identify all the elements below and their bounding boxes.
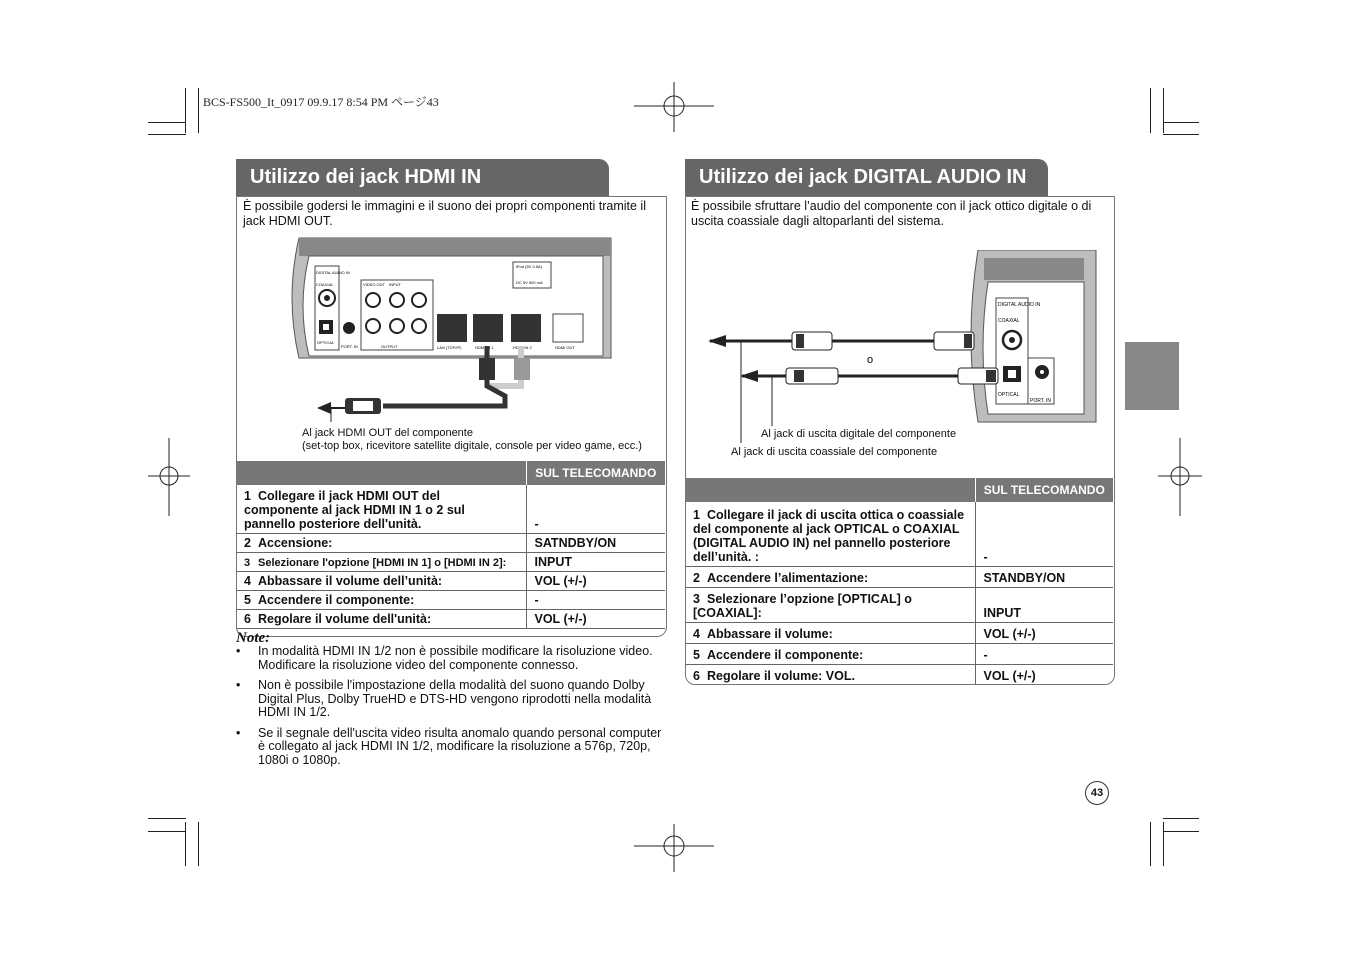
diagram-label: DIGITAL AUDIO IN (316, 270, 350, 275)
table-row: 5 Accendere il componente: - (685, 644, 1113, 665)
diagram-label: COAXIAL (316, 282, 334, 287)
left-section-title: Utilizzo dei jack HDMI IN (236, 159, 609, 196)
diagram-label: DC 5V 500 mA (516, 280, 543, 285)
hdmi-rear-panel-diagram (283, 236, 615, 422)
list-item: • Se il segnale dell'uscita video risulta anomalo quando personal computer è collegato al jack HDMI IN 1/2, modificare la risoluzione a 576p, 720p, 1080i o 1080p. (236, 727, 666, 768)
table-row: 2 Accendere l’alimentazione: STANDBY/ON (685, 567, 1113, 588)
right-intro: È possibile sfruttare l’audio del componente con il jack ottico digitale o di uscita coassiale dagli altoparlanti del sistema. (691, 199, 1092, 228)
diagram-label: PORT. IN (1030, 398, 1052, 404)
diagram-label: HDMI IN 1 (475, 345, 494, 350)
diagram-label: OPTICAL (998, 392, 1020, 398)
table-row: 1 Collegare il jack di uscita ottica o coassiale del componente al jack OPTICAL o COAXIAL (DIGITAL AUDIO IN) nel pannello posteriore dell’unità. : - (685, 502, 1113, 567)
table-row: 6 Regolare il volume dell'unità: VOL (+/-) (236, 610, 665, 629)
diagram-label: iPod (5V 0.5A) (516, 264, 543, 269)
section-tab (1125, 342, 1179, 410)
left-caption-1: Al jack HDMI OUT del componente (302, 427, 473, 439)
digital-audio-diagram (700, 250, 1100, 450)
table-row: 3 Selezionare l’opzione [OPTICAL] o [COAXIAL]: INPUT (685, 588, 1113, 623)
table-row: 6 Regolare il volume: VOL. VOL (+/-) (685, 665, 1113, 686)
print-header: BCS-FS500_It_0917 09.9.17 8:54 PM ページ43 (203, 95, 439, 109)
list-item: • Non è possibile l'impostazione della modalità del suono quando Dolby Digital Plus, Dolby TrueHD e DTS-HD vengono riprodotti nella modalità HDMI IN 1/2. (236, 679, 666, 720)
diagram-label: VIDEO OUT (363, 282, 386, 287)
diagram-label: INPUT (389, 282, 401, 287)
left-table-header: SUL TELECOMANDO (526, 461, 665, 485)
left-intro: È possibile godersi le immagini e il suono dei propri componenti tramite il jack HDMI OUT. (243, 199, 646, 228)
diagram-label: OPTICAL (317, 340, 335, 345)
diagram-label: LAN (TCP/IP) (437, 345, 462, 350)
diagram-label: HDMI OUT (555, 345, 575, 350)
list-item: • In modalità HDMI IN 1/2 non è possibile modificare la risoluzione video. Modificare la risoluzione video del componente connesso. (236, 645, 666, 672)
diagram-label: COAXIAL (998, 318, 1020, 324)
diagram-label: HDMI IN 2 (513, 345, 532, 350)
right-caption-1: Al jack di uscita digitale del componente (761, 428, 957, 440)
right-steps-table (685, 478, 1113, 685)
note-title: Note: (236, 630, 271, 646)
page-number: 43 (1085, 781, 1109, 805)
diagram-label: DIGITAL AUDIO IN (998, 302, 1041, 308)
left-steps-table (236, 461, 665, 629)
diagram-label: PORT. IN (341, 344, 358, 349)
or-label: o (867, 354, 874, 366)
table-row: 2 Accensione: SATNDBY/ON (236, 534, 665, 553)
table-row: 5 Accendere il componente: - (236, 591, 665, 610)
table-row: 4 Abbassare il volume dell’unità: VOL (+/-) (236, 572, 665, 591)
table-row: 4 Abbassare il volume: VOL (+/-) (685, 623, 1113, 644)
right-caption-2: Al jack di uscita coassiale del componente (731, 446, 938, 458)
table-row: 3 Selezionare l'opzione [HDMI IN 1] o [HDMI IN 2]: INPUT (236, 553, 665, 572)
right-section-title: Utilizzo dei jack DIGITAL AUDIO IN (685, 159, 1048, 196)
note-list (236, 645, 666, 774)
table-row: 1 Collegare il jack HDMI OUT del componente al jack HDMI IN 1 o 2 sul pannello posteriore dell'unità. - (236, 485, 665, 534)
diagram-label: OUTPUT (381, 344, 398, 349)
left-caption-2: (set-top box, ricevitore satellite digitale, console per video game, ecc.) (302, 440, 642, 452)
right-table-header: SUL TELECOMANDO (975, 478, 1113, 502)
